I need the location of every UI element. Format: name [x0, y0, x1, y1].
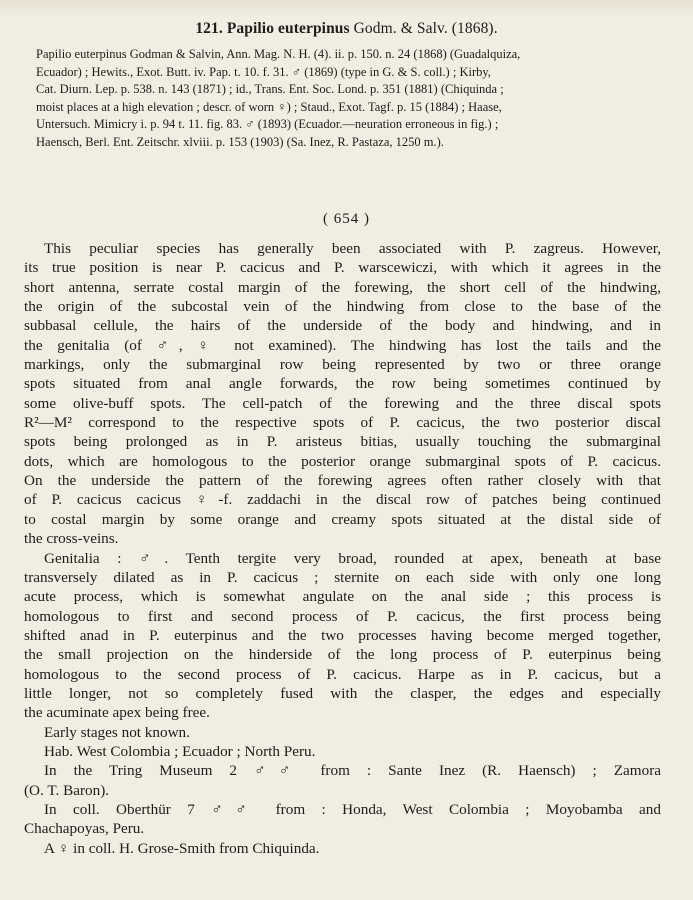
synonymy-line: Cat. Diurn. Lep. p. 538. n. 143 (1871) ; id., Trans. Ent. Soc. Lond. p. 351 (1881) (Chiquinda ;	[36, 82, 504, 97]
synonymy-line: moist places at a high elevation ; descr. of worn ♀) ; Staud., Exot. Tagf. p. 15 (1884) ; Haase,	[36, 99, 502, 114]
body-line: its true position is near P. cacicus and P. warscewiczi, with which it agrees in the	[24, 259, 661, 277]
body-line: This peculiar species has generally been associated with P. zagreus. However,	[44, 240, 661, 257]
body-line: little longer, not so completely fused with the clasper, the edges and especially	[24, 684, 661, 702]
body-line: short antenna, serrate costal margin of the forewing, the short cell of the hindwing,	[24, 278, 661, 296]
body-line: On the underside the pattern of the forewing agrees often rather closely with that	[24, 472, 661, 490]
body-line: In the Tring Museum 2 ♂♂ from : Sante Inez (R. Haensch) ; Zamora	[44, 762, 661, 780]
body-line: (O. T. Baron).	[24, 781, 110, 799]
body-text	[24, 239, 661, 858]
body-line: shifted anad in P. euterpinus and the two processes having become merged together,	[24, 626, 661, 644]
body-line: homologous to the second process of P. cacicus. Harpe as in P. cacicus, but a	[24, 665, 661, 683]
species-authority: Godm. & Salv. (1868).	[353, 20, 498, 37]
body-line: R²—M² correspond to the respective spots of P. cacicus, the two posterior discal	[24, 414, 661, 432]
body-line: subbasal cellule, the hairs of the underside of the body and hindwing, and in	[24, 317, 661, 335]
body-line: transversely dilated as in P. cacicus ; sternite on each side with only one long	[24, 568, 661, 586]
synonymy-line: Ecuador) ; Hewits., Exot. Butt. iv. Pap. t. 10. f. 31. ♂ (1869) (type in G. & S. coll.) ; Kirby,	[36, 64, 491, 79]
synonymy-block	[36, 46, 660, 152]
body-line: dots, which are homologous to the posterior orange submarginal spots of P. cacicus.	[24, 452, 661, 470]
body-line: Early stages not known.	[44, 723, 190, 741]
body-line: the small projection on the hinderside of the long process of P. euterpinus being	[24, 646, 661, 664]
previous-page-bleed	[0, 0, 693, 16]
synonymy-line: Haensch, Berl. Ent. Zeitschr. xlviii. p. 153 (1903) (Sa. Inez, R. Pastaza, 1250 m.).	[36, 134, 444, 149]
body-line: Genitalia : ♂. Tenth tergite very broad, rounded at apex, beneath at base	[44, 549, 661, 567]
body-line: Hab. West Colombia ; Ecuador ; North Peru.	[44, 742, 316, 760]
body-line: the cross-veins.	[24, 530, 119, 548]
page-number: ( 654 )	[323, 211, 370, 227]
body-line: markings, only the submarginal row being represented by two or three orange	[24, 356, 661, 374]
species-number: 121.	[195, 20, 223, 37]
body-line: the origin of the subcostal vein of the hindwing from close to the base of the	[24, 298, 661, 316]
body-line: of P. cacicus cacicus ♀-f. zaddachi in the discal row of patches being continued	[24, 491, 661, 509]
synonymy-paragraph	[36, 46, 660, 152]
body-line: A ♀ in coll. H. Grose-Smith from Chiquinda.	[44, 839, 320, 857]
body-line: the genitalia (of ♂, ♀ not examined). The hindwing has lost the tails and the	[24, 336, 661, 354]
synonymy-line: Untersuch. Mimicry i. p. 94 t. 11. fig. 83. ♂ (1893) (Ecuador.—neuration erroneous in fig.) ;	[36, 117, 499, 132]
body-line: spots situated from anal angle forwards, the row being sometimes continued by	[24, 375, 661, 393]
species-heading	[0, 20, 693, 38]
body-line: some olive-buff spots. The cell-patch of the forewing and the three discal spots	[24, 394, 661, 412]
body-line: to costal margin by some orange and creamy spots situated at the distal side of	[24, 510, 661, 528]
body-line: In coll. Oberthür 7 ♂♂ from : Honda, West Colombia ; Moyobamba and	[44, 800, 661, 818]
body-line: spots being prolonged as in P. aristeus bitias, usually touching the submarginal	[24, 433, 661, 451]
body-line: Chachapoyas, Peru.	[24, 820, 145, 838]
body-line: acute process, which is somewhat angulate on the anal side ; this process is	[24, 588, 661, 606]
body-line: the acuminate apex being free.	[24, 704, 210, 722]
body-line: homologous to first and second process of P. cacicus, the first process being	[24, 607, 661, 625]
species-name: Papilio euterpinus	[226, 20, 350, 37]
synonymy-line: Papilio euterpinus Godman & Salvin, Ann. Mag. N. H. (4). ii. p. 150. n. 24 (1868) (Guadalquiza,	[36, 47, 521, 61]
